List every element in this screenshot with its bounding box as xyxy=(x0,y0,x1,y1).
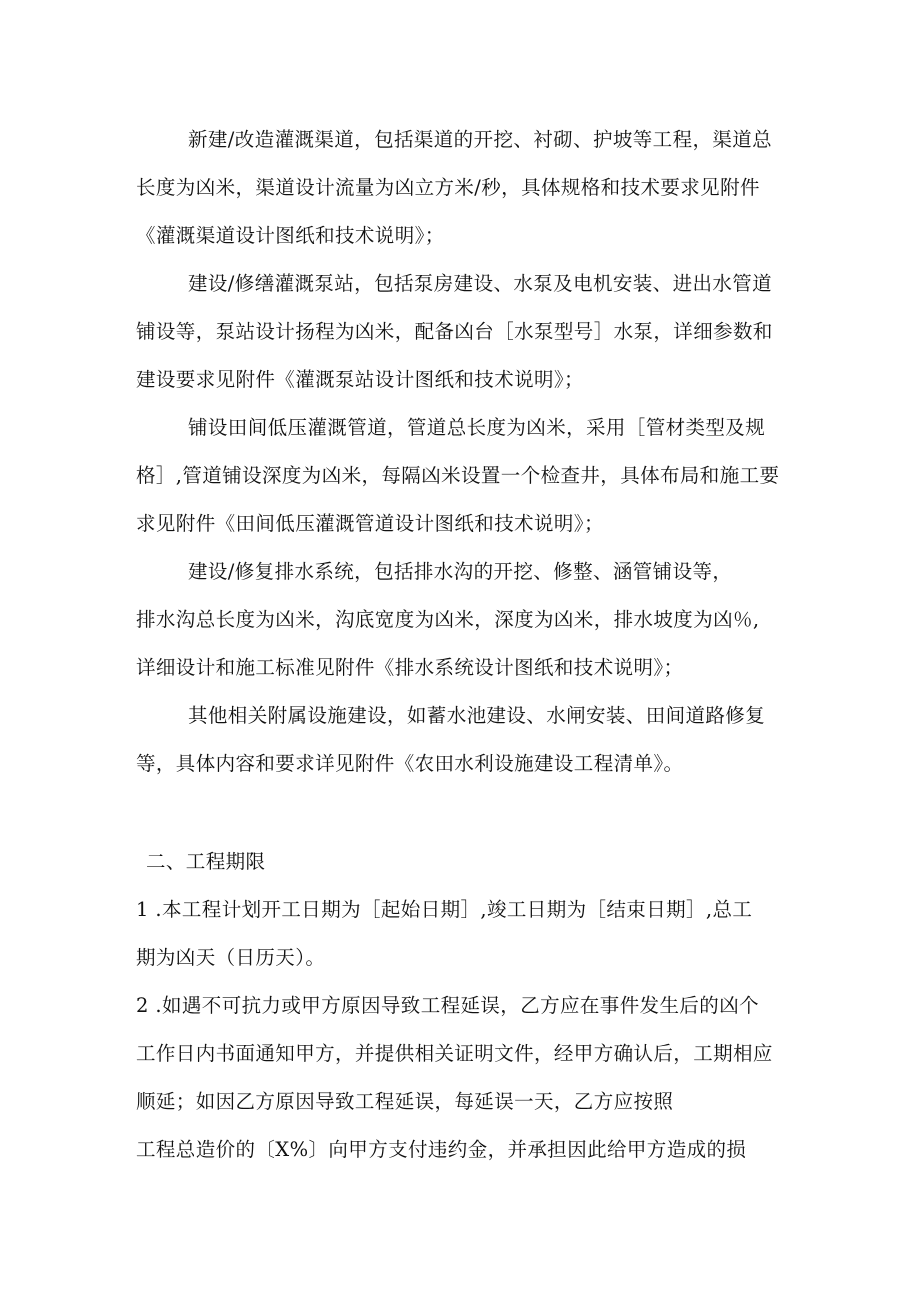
item-1-line-2: 期为凶天（日历天）。 xyxy=(136,946,326,969)
paragraph-3-line-2: 格］,管道铺设深度为凶米，每隔凶米设置一个检查井，具体布局和施工要 xyxy=(136,464,780,487)
paragraph-5-line-1: 其他相关附属设施建设，如蓄水池建设、水闸安装、田间道路修复 xyxy=(188,704,766,727)
paragraph-3-line-3: 求见附件《田间低压灌溉管道设计图纸和技术说明》； xyxy=(136,512,604,535)
paragraph-3-line-1: 铺设田间低压灌溉管道，管道总长度为凶米，采用［管材类型及规 xyxy=(188,416,766,439)
paragraph-5-line-2: 等，具体内容和要求详见附件《农田水利设施建设工程清单》。 xyxy=(136,752,684,775)
paragraph-1-line-2: 长度为凶米，渠道设计流量为凶立方米/秒，具体规格和技术要求见附件 xyxy=(136,176,760,199)
paragraph-2-line-2: 铺设等，泵站设计扬程为凶米，配备凶台［水泵型号］水泵，详细参数和 xyxy=(136,320,773,343)
item-1-line-1: 1 .本工程计划开工日期为［起始日期］,竣工日期为［结束日期］,总工 xyxy=(136,898,753,921)
paragraph-2-line-3: 建设要求见附件《灌溉泵站设计图纸和技术说明》； xyxy=(136,368,584,391)
paragraph-1-line-1: 新建/改造灌溉渠道，包括渠道的开挖、衬砌、护坡等工程，渠道总 xyxy=(188,128,773,151)
paragraph-1-line-3: 《灌溉渠道设计图纸和技术说明》； xyxy=(136,224,445,247)
paragraph-4-line-1: 建设/修复排水系统，包括排水沟的开挖、修整、涵管铺设等， xyxy=(188,560,733,583)
item-2-line-2: 工作日内书面通知甲方，并提供相关证明文件，经甲方确认后，工期相应 xyxy=(136,1042,773,1065)
item-2-line-3: 顺延；如因乙方原因导致工程延误，每延误一天，乙方应按照 xyxy=(136,1090,674,1113)
paragraph-4-line-2: 排水沟总长度为凶米，沟底宽度为凶米，深度为凶米，排水坡度为凶％, xyxy=(136,608,760,631)
paragraph-2-line-1: 建设/修缮灌溉泵站，包括泵房建设、水泵及电机安装、进出水管道 xyxy=(188,272,773,295)
paragraph-4-line-3: 详细设计和施工标准见附件《排水系统设计图纸和技术说明》； xyxy=(136,656,684,679)
item-2-line-4: 工程总造价的〔X%〕向甲方支付违约金，并承担因此给甲方造成的损 xyxy=(136,1138,747,1161)
item-2-line-1: 2 .如遇不可抗力或甲方原因导致工程延误，乙方应在事件发生后的凶个 xyxy=(136,994,760,1017)
section-heading: 二、工程期限 xyxy=(146,850,266,873)
